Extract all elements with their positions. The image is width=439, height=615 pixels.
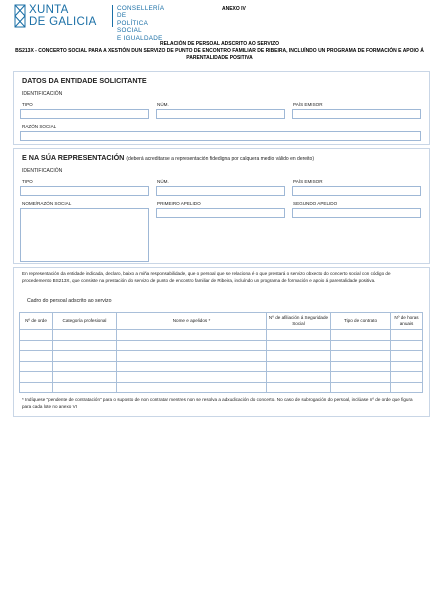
razon-social-label: RAZÓN SOCIAL <box>22 124 57 129</box>
pais-emisor-label: PAÍS EMISOR <box>293 102 323 107</box>
primeiro-apelido-field[interactable] <box>156 208 285 218</box>
identificacion-label: IDENTIFICACIÓN <box>22 91 63 97</box>
table-cell[interactable] <box>331 361 391 372</box>
declaration-paragraph: En representación da entidade indicada, declaro, baixo a miña responsabilidade, que o persoal que se relaciona é o que prestará o servizo obxecto do concerto social con código de procedemento BS213X, que consiste na prestación do servizo de punto de encontro familiar de Ribeira, incluíndo un programa de formación e apoio á parentalidade positiva. <box>22 271 391 284</box>
table-cell[interactable] <box>331 340 391 351</box>
tipo-label: TIPO <box>22 102 33 107</box>
table-cell[interactable] <box>267 372 331 383</box>
table-cell[interactable] <box>20 330 53 341</box>
num-label: NÚM. <box>157 102 169 107</box>
footnote: * Indíquese "pendente de contratación" para o suposto de non contratar mentres non se resolva a adxudicación do concerto. No caso de subrogación do persoal, inclúase nº de orde que figura para cada lote no anexo VI <box>22 397 413 410</box>
document-subtitle: BS213X - CONCERTO SOCIAL PARA A XESTIÓN DUN SERVIZO DE PUNTO DE ENCONTRO FAMILIAR DE RIBEIRA, INCLUÍNDO UN PROGRAMA DE FORMACIÓN E APOIO Á PARENTALIDADE POSITIVA <box>15 48 424 61</box>
section-representacion <box>13 148 430 264</box>
table-cell[interactable] <box>20 361 53 372</box>
num-label: NÚM. <box>157 179 169 184</box>
nome-razon-social-label: NOME/RAZÓN SOCIAL <box>22 201 72 206</box>
anexo-label: ANEXO IV <box>222 6 246 12</box>
column-header: Nome e apelidos * <box>117 313 267 330</box>
pais-emisor-field[interactable] <box>292 186 421 196</box>
table-cell[interactable] <box>117 351 267 362</box>
column-header: Categoría profesional <box>53 313 117 330</box>
table-cell[interactable] <box>391 372 423 383</box>
column-header: Nº de afiliación á Seguridade Social <box>267 313 331 330</box>
table-cell[interactable] <box>331 372 391 383</box>
logo-divider <box>112 5 113 27</box>
table-cell[interactable] <box>331 382 391 393</box>
table-cell[interactable] <box>20 372 53 383</box>
table-cell[interactable] <box>391 340 423 351</box>
table-cell[interactable] <box>117 361 267 372</box>
primeiro-apelido-label: PRIMEIRO APELIDO <box>157 201 201 206</box>
table-header-row <box>20 313 423 330</box>
table-cell[interactable] <box>117 372 267 383</box>
section-note: (deberá acreditarse a representación fidedigna por calquera medio válido en dereito) <box>126 156 314 162</box>
logo-text-xunta: XUNTA <box>29 4 69 16</box>
column-header: Nº de orde <box>20 313 53 330</box>
column-header: Tipo de contrato <box>331 313 391 330</box>
conselleria-name: CONSELLERÍA DE POLÍTICA SOCIAL E IGUALDADE <box>117 5 165 42</box>
table-row <box>20 340 423 351</box>
table-row <box>20 361 423 372</box>
table-cell[interactable] <box>267 340 331 351</box>
personnel-table <box>19 312 423 393</box>
table-cell[interactable] <box>53 330 117 341</box>
document-title: RELACIÓN DE PERSOAL ADSCRITO AO SERVIZO <box>159 41 280 47</box>
nome-razon-social-field[interactable] <box>20 208 149 262</box>
column-header: Nº de horas anuais <box>391 313 423 330</box>
table-cell[interactable] <box>20 351 53 362</box>
tipo-field[interactable] <box>20 109 149 119</box>
table-cell[interactable] <box>117 382 267 393</box>
pais-emisor-field[interactable] <box>292 109 421 119</box>
xunta-emblem-icon <box>14 4 26 28</box>
table-cell[interactable] <box>20 382 53 393</box>
table-row <box>20 351 423 362</box>
section-entidade-solicitante <box>13 71 430 145</box>
section-title: E NA SÚA REPRESENTACIÓN (deberá acreditarse a representación fidedigna por calquera medio válido en dereito) <box>22 153 314 162</box>
table-cell[interactable] <box>267 351 331 362</box>
table-cell[interactable] <box>391 351 423 362</box>
num-field[interactable] <box>156 109 285 119</box>
table-cell[interactable] <box>53 351 117 362</box>
table-row <box>20 372 423 383</box>
table-row <box>20 382 423 393</box>
segundo-apelido-field[interactable] <box>292 208 421 218</box>
table-cell[interactable] <box>331 330 391 341</box>
table-cell[interactable] <box>267 330 331 341</box>
table-cell[interactable] <box>331 351 391 362</box>
cadro-title: Cadro do persoal adscrito ao servizo <box>27 298 112 304</box>
pais-emisor-label: PAÍS EMISOR <box>293 179 323 184</box>
table-row <box>20 330 423 341</box>
table-cell[interactable] <box>53 340 117 351</box>
segundo-apelido-label: SEGUNDO APELIDO <box>293 201 338 206</box>
table-cell[interactable] <box>391 361 423 372</box>
section-title: DATOS DA ENTIDADE SOLICITANTE <box>22 76 147 85</box>
table-cell[interactable] <box>53 361 117 372</box>
table-cell[interactable] <box>117 330 267 341</box>
table-cell[interactable] <box>20 340 53 351</box>
razon-social-field[interactable] <box>20 131 421 141</box>
tipo-field[interactable] <box>20 186 149 196</box>
logo-text-galicia: DE GALICIA <box>29 16 97 28</box>
num-field[interactable] <box>156 186 285 196</box>
tipo-label: TIPO <box>22 179 33 184</box>
table-cell[interactable] <box>53 372 117 383</box>
table-cell[interactable] <box>391 382 423 393</box>
identificacion-label: IDENTIFICACIÓN <box>22 168 63 174</box>
xunta-logo <box>14 4 165 42</box>
table-cell[interactable] <box>391 330 423 341</box>
section-persoal-adscrito <box>13 267 430 417</box>
table-cell[interactable] <box>267 382 331 393</box>
table-cell[interactable] <box>267 361 331 372</box>
table-cell[interactable] <box>117 340 267 351</box>
table-cell[interactable] <box>53 382 117 393</box>
